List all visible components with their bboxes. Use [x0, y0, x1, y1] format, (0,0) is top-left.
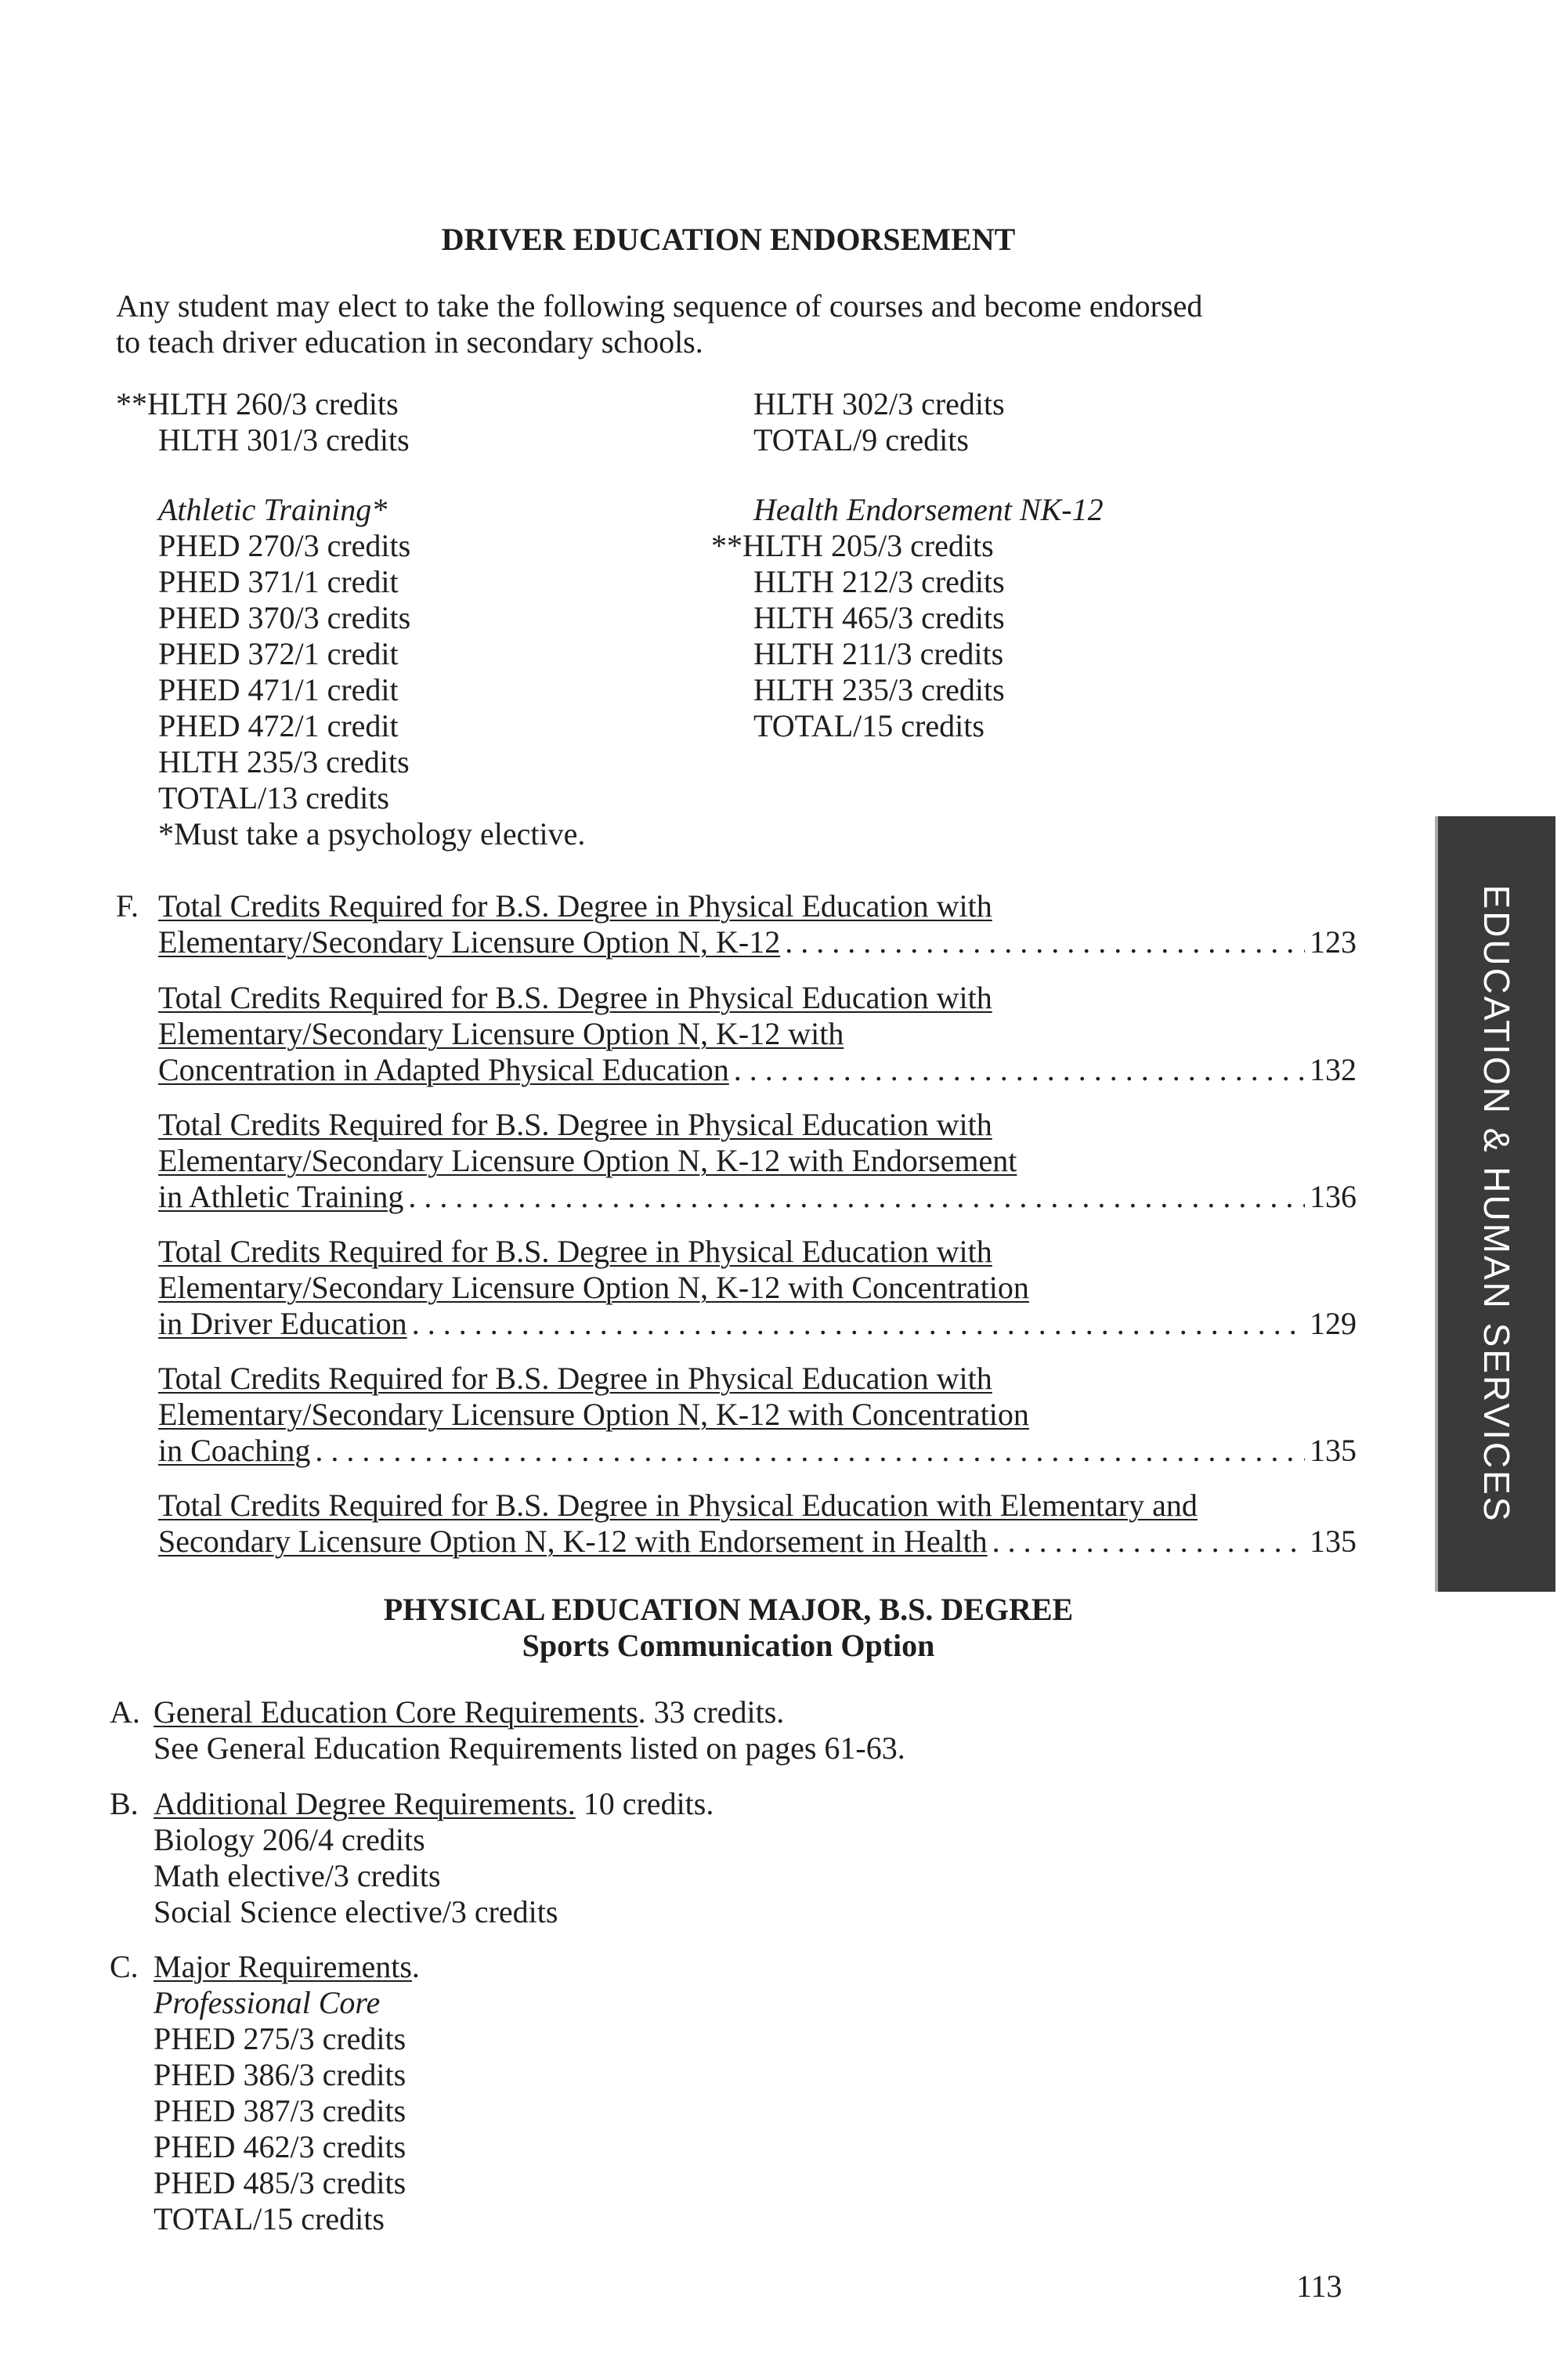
total-6-line-1: Total Credits Required for B.S. Degree in Physical Education with Elementary and — [158, 1488, 1198, 1523]
total-1-line-2: Elementary/Secondary Licensure Option N, K-12 — [158, 924, 781, 960]
driver-ed-heading: DRIVER EDUCATION ENDORSEMENT — [441, 222, 1016, 257]
total-item-5 — [158, 1361, 1357, 1469]
total-5-value: 135 — [1310, 1433, 1357, 1468]
total-5-line-3: in Coaching — [158, 1433, 311, 1468]
total-4-value: 129 — [1310, 1306, 1357, 1341]
requirement-a-credits: . 33 credits. — [638, 1694, 785, 1730]
requirement-a-letter: A. — [110, 1694, 140, 1730]
total-2-line-2: Elementary/Secondary Licensure Option N, K-12 with — [158, 1016, 844, 1051]
leader-dots — [992, 1524, 1305, 1560]
list-item: HLTH 212/3 credits — [753, 564, 1005, 599]
requirement-c-label: Major Requirements — [154, 1949, 412, 1984]
total-item-6 — [158, 1488, 1357, 1560]
total-6-value: 135 — [1310, 1524, 1357, 1559]
driver-ed-intro-line-1: Any student may elect to take the following sequence of courses and become endorsed — [116, 288, 1203, 324]
athletic-training-title: Athletic Training* — [158, 492, 388, 527]
total-6-line-2: Secondary Licensure Option N, K-12 with Endorsement in Health — [158, 1524, 988, 1559]
list-item: PHED 270/3 credits — [158, 528, 411, 563]
list-item: **HLTH 205/3 credits — [711, 528, 994, 563]
major-heading: PHYSICAL EDUCATION MAJOR, B.S. DEGREE — [383, 1592, 1074, 1627]
leader-dots — [734, 1052, 1305, 1088]
requirement-b-letter: B. — [110, 1786, 139, 1821]
total-item-1 — [158, 888, 1357, 960]
health-endorsement-title: Health Endorsement NK-12 — [753, 492, 1104, 527]
list-item: PHED 471/1 credit — [158, 672, 399, 707]
total-3-line-3: in Athletic Training — [158, 1179, 404, 1214]
driver-ed-left-list — [116, 386, 410, 458]
total-3-value: 136 — [1310, 1179, 1357, 1214]
list-item: PHED 371/1 credit — [158, 564, 399, 599]
list-item: TOTAL/13 credits — [158, 780, 389, 815]
total-3-line-1: Total Credits Required for B.S. Degree in Physical Education with — [158, 1107, 992, 1142]
list-item: PHED 386/3 credits — [154, 2057, 406, 2092]
list-item: PHED 472/1 credit — [158, 708, 399, 743]
list-item: PHED 372/1 credit — [158, 636, 399, 671]
totals-letter: F. — [116, 888, 139, 924]
total-4-line-3: in Driver Education — [158, 1306, 407, 1341]
major-subheading: Sports Communication Option — [522, 1628, 935, 1663]
list-item: Social Science elective/3 credits — [154, 1894, 558, 1929]
total-item-4 — [158, 1234, 1357, 1342]
total-2-line-1: Total Credits Required for B.S. Degree in Physical Education with — [158, 980, 992, 1015]
list-item: HLTH 211/3 credits — [753, 636, 1004, 671]
list-item: HLTH 302/3 credits — [753, 386, 1005, 421]
total-5-line-2: Elementary/Secondary Licensure Option N, K-12 with Concentration — [158, 1397, 1029, 1432]
list-item: TOTAL/15 credits — [154, 2201, 385, 2236]
list-item: PHED 370/3 credits — [158, 600, 411, 635]
leader-dots — [315, 1433, 1305, 1469]
total-1-value: 123 — [1310, 924, 1357, 960]
driver-ed-intro-line-2: to teach driver education in secondary schools. — [116, 324, 703, 360]
total-5-line-1: Total Credits Required for B.S. Degree in Physical Education with — [158, 1361, 992, 1396]
total-1-line-1: Total Credits Required for B.S. Degree in Physical Education with — [158, 888, 992, 924]
list-item: PHED 462/3 credits — [154, 2129, 406, 2164]
total-4-line-2: Elementary/Secondary Licensure Option N, K-12 with Concentration — [158, 1270, 1029, 1305]
athletic-training-list — [158, 492, 585, 852]
requirement-b-credits: 10 credits. — [575, 1786, 714, 1821]
requirement-a — [154, 1694, 905, 1766]
list-item: PHED 387/3 credits — [154, 2093, 406, 2128]
health-endorsement-list — [711, 492, 1104, 744]
list-item: PHED 485/3 credits — [154, 2165, 406, 2200]
list-item: Math elective/3 credits — [154, 1858, 441, 1893]
list-item: HLTH 465/3 credits — [753, 600, 1005, 635]
total-2-line-3: Concentration in Adapted Physical Education — [158, 1052, 729, 1087]
list-item: TOTAL/9 credits — [753, 422, 969, 457]
requirement-a-note: See General Education Requirements listed on pages 61-63. — [154, 1730, 905, 1766]
requirement-c-letter: C. — [110, 1949, 139, 1984]
total-item-2 — [158, 980, 1357, 1088]
list-item: HLTH 235/3 credits — [158, 744, 410, 779]
driver-ed-right-list — [753, 386, 1005, 458]
requirement-a-label: General Education Core Requirements — [154, 1694, 638, 1730]
requirement-c — [154, 1949, 420, 2237]
section-side-tab-label: EDUCATION & HUMAN SERVICES — [1476, 884, 1517, 1524]
requirement-c-period: . — [411, 1949, 420, 1984]
leader-dots — [785, 924, 1305, 960]
athletic-training-note: *Must take a psychology elective. — [158, 816, 586, 851]
total-3-line-2: Elementary/Secondary Licensure Option N, K-12 with Endorsement — [158, 1143, 1017, 1178]
section-side-tab — [1435, 816, 1555, 1592]
requirement-b-label: Additional Degree Requirements. — [154, 1786, 576, 1821]
list-item: HLTH 301/3 credits — [158, 422, 410, 457]
total-4-line-1: Total Credits Required for B.S. Degree in Physical Education with — [158, 1234, 992, 1269]
page-number: 113 — [1296, 2269, 1342, 2304]
leader-dots — [412, 1306, 1305, 1342]
list-item: TOTAL/15 credits — [753, 708, 985, 743]
requirement-b — [154, 1786, 714, 1930]
leader-dots — [408, 1179, 1305, 1215]
list-item: HLTH 235/3 credits — [753, 672, 1005, 707]
total-2-value: 132 — [1310, 1052, 1357, 1087]
list-item: Biology 206/4 credits — [154, 1822, 425, 1857]
list-item: PHED 275/3 credits — [154, 2021, 406, 2056]
list-item: **HLTH 260/3 credits — [116, 386, 399, 421]
total-item-3 — [158, 1107, 1357, 1215]
professional-core-title: Professional Core — [154, 1985, 381, 2020]
